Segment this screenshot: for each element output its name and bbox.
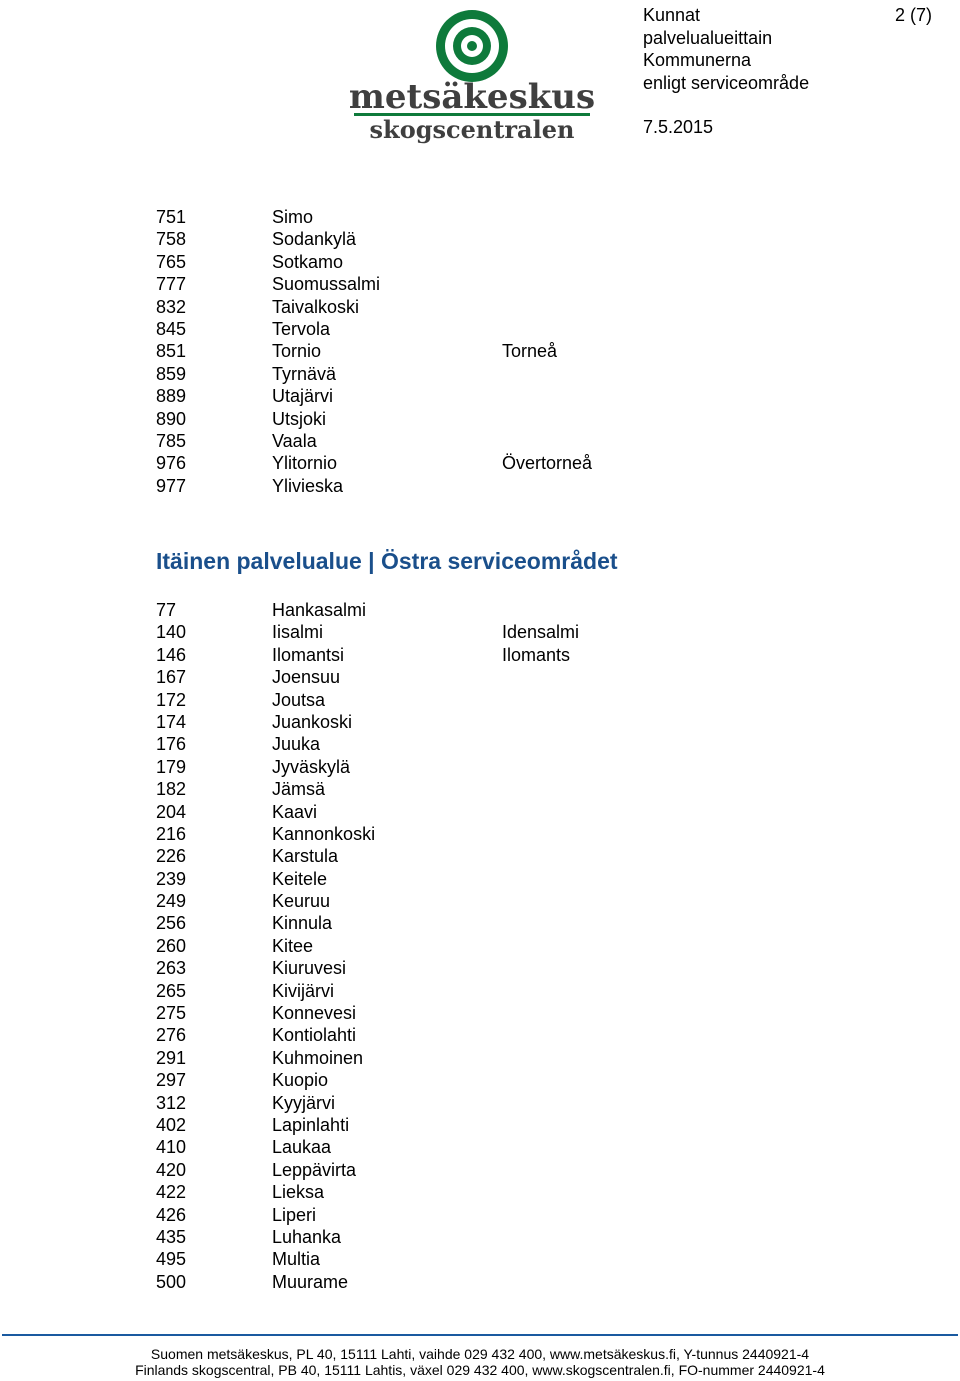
municipality-code: 260: [156, 935, 187, 956]
logo-emblem-icon: [350, 4, 595, 154]
municipality-code: 77: [156, 600, 177, 620]
municipality-name-fi: Jämsä: [272, 779, 326, 800]
municipality-code: 859: [156, 363, 187, 384]
municipality-name-fi: Juankoski: [272, 711, 353, 732]
municipality-code: 256: [156, 913, 187, 934]
municipality-code: 226: [156, 846, 187, 867]
municipality-name-sv: Övertorneå: [502, 453, 593, 474]
municipality-name-fi: Kaavi: [272, 801, 318, 822]
municipality-code: 174: [156, 711, 187, 732]
document-date: 7.5.2015: [643, 117, 714, 137]
municipality-code: 276: [156, 1025, 187, 1046]
municipality-code: 851: [156, 341, 187, 362]
municipality-code: 297: [156, 1070, 187, 1091]
municipality-code: 410: [156, 1137, 187, 1158]
municipality-code: 204: [156, 801, 187, 822]
municipality-name-sv: Ilomants: [502, 644, 571, 665]
municipality-name-fi: Kivijärvi: [272, 980, 335, 1001]
title-line: Kunnat: [643, 5, 701, 25]
document-title: [643, 4, 809, 94]
municipality-name-fi: Iisalmi: [272, 622, 324, 643]
municipality-code: 758: [156, 229, 187, 250]
footer-line-sv: Finlands skogscentral, PB 40, 15111 Lahtis, växel 029 432 400, www.skogscentralen.fi, FO-nummer 2440921-4: [135, 1362, 825, 1378]
municipality-name-fi: Liperi: [272, 1204, 317, 1225]
municipality-name-fi: Karstula: [272, 846, 339, 867]
municipality-code: 420: [156, 1159, 187, 1180]
municipality-name-fi: Vaala: [272, 430, 317, 451]
municipality-code: 977: [156, 475, 187, 496]
municipality-name-fi: Tyrnävä: [272, 363, 337, 384]
municipality-code: 495: [156, 1249, 187, 1270]
municipality-name-fi: Simo: [272, 207, 314, 227]
municipality-name-fi: Hankasalmi: [272, 600, 367, 620]
municipality-name-fi: Suomussalmi: [272, 274, 381, 295]
municipality-name-fi: Konnevesi: [272, 1003, 357, 1024]
municipality-code: 785: [156, 430, 187, 451]
footer-divider: [2, 1334, 958, 1336]
municipality-name-fi: Tervola: [272, 318, 331, 339]
page-number: 2 (7): [894, 5, 932, 25]
municipality-name-sv: Torneå: [502, 341, 558, 362]
municipality-name-fi: Lieksa: [272, 1182, 325, 1203]
municipality-name-fi: Sodankylä: [272, 229, 357, 250]
municipality-name-fi: Utsjoki: [272, 408, 327, 429]
municipality-code: 265: [156, 980, 187, 1001]
municipality-name-fi: Kinnula: [272, 913, 333, 934]
municipality-code: 179: [156, 756, 187, 777]
municipality-name-fi: Kontiolahti: [272, 1025, 357, 1046]
municipality-code: 263: [156, 958, 187, 979]
municipality-code: 140: [156, 622, 187, 643]
municipality-code: 890: [156, 408, 187, 429]
logo-text-fi: metsäkeskus: [350, 77, 595, 117]
municipality-name-fi: Keuruu: [272, 891, 331, 912]
municipality-name-fi: Jyväskylä: [272, 756, 351, 777]
municipality-name-fi: Keitele: [272, 868, 328, 889]
municipality-code: 312: [156, 1092, 187, 1113]
municipality-code: 402: [156, 1114, 187, 1135]
municipality-name-fi: Leppävirta: [272, 1159, 357, 1180]
municipality-name-fi: Ylivieska: [272, 475, 344, 496]
title-line: palvelualueittain: [643, 27, 773, 48]
municipality-name-fi: Tornio: [272, 341, 322, 362]
municipality-code: 889: [156, 386, 187, 407]
municipality-code: 435: [156, 1226, 187, 1247]
municipality-code: 249: [156, 891, 187, 912]
municipality-code: 976: [156, 453, 187, 474]
municipality-name-fi: Ylitornio: [272, 453, 338, 474]
municipality-code: 146: [156, 644, 187, 665]
municipality-code: 426: [156, 1204, 187, 1225]
municipality-name-fi: Kyyjärvi: [272, 1092, 336, 1113]
municipality-name-fi: Taivalkoski: [272, 296, 360, 317]
municipality-name-fi: Kiuruvesi: [272, 958, 347, 979]
municipality-code: 422: [156, 1182, 187, 1203]
municipality-code: 176: [156, 734, 187, 755]
municipality-name-fi: Joensuu: [272, 667, 341, 688]
municipality-code: 777: [156, 274, 187, 295]
section-heading: Itäinen palvelualue | Östra serviceområdet: [156, 548, 618, 574]
metsakeskus-logo: [350, 4, 595, 154]
municipality-name-fi: Juuka: [272, 734, 321, 755]
municipality-code: 291: [156, 1047, 187, 1068]
municipality-code: 182: [156, 779, 187, 800]
municipality-name-sv: Idensalmi: [502, 622, 580, 643]
municipality-name-fi: Kuopio: [272, 1070, 329, 1091]
municipality-code: 845: [156, 318, 187, 339]
municipality-name-fi: Lapinlahti: [272, 1114, 350, 1135]
municipality-code: 216: [156, 823, 187, 844]
municipality-code: 751: [156, 207, 187, 227]
municipality-code: 167: [156, 667, 187, 688]
municipality-name-fi: Laukaa: [272, 1137, 332, 1158]
municipality-code: 275: [156, 1003, 187, 1024]
municipality-code: 832: [156, 296, 187, 317]
municipality-name-fi: Luhanka: [272, 1226, 342, 1247]
municipality-name-fi: Joutsa: [272, 689, 326, 710]
municipality-code: 765: [156, 251, 187, 272]
municipality-name-fi: Kuhmoinen: [272, 1047, 364, 1068]
title-line: enligt serviceområde: [643, 72, 810, 93]
municipality-name-fi: Muurame: [272, 1271, 349, 1292]
municipality-name-fi: Sotkamo: [272, 251, 344, 272]
logo-text-sv: skogscentralen: [369, 115, 575, 144]
municipality-code: 239: [156, 868, 187, 889]
municipality-name-fi: Multia: [272, 1249, 321, 1270]
footer-line-fi: Suomen metsäkeskus, PL 40, 15111 Lahti, vaihde 029 432 400, www.metsäkeskus.fi, Y-tunnus 2440921-4: [150, 1346, 810, 1362]
title-line: Kommunerna: [643, 50, 752, 70]
municipality-code: 500: [156, 1271, 187, 1292]
municipality-name-fi: Ilomantsi: [272, 644, 345, 665]
municipality-name-fi: Kitee: [272, 935, 314, 956]
municipality-name-fi: Kannonkoski: [272, 823, 376, 844]
municipality-code: 172: [156, 689, 187, 710]
municipality-name-fi: Utajärvi: [272, 386, 334, 407]
